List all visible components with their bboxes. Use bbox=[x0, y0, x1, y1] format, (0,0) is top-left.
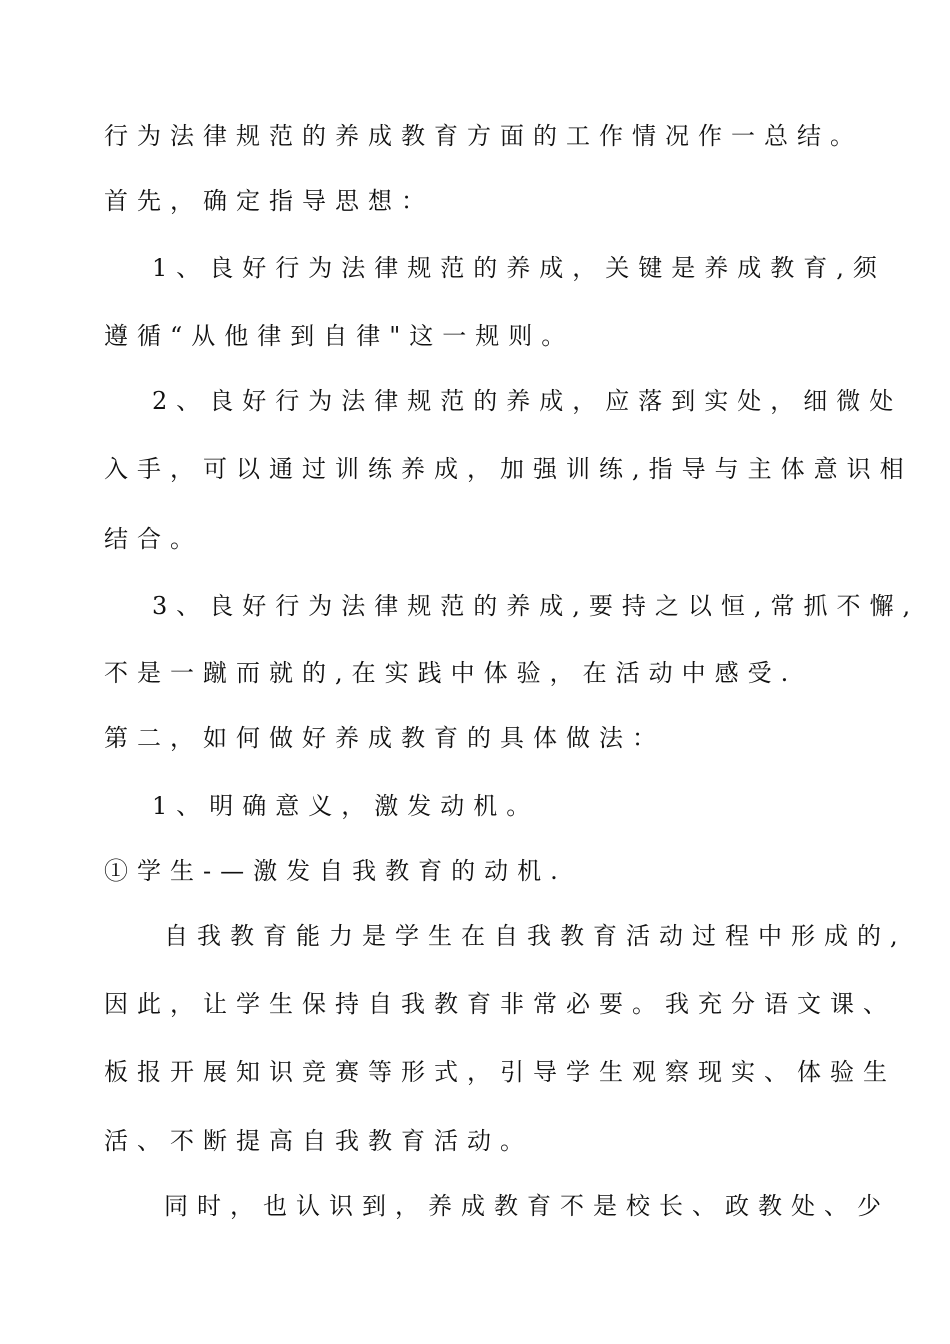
text-line: 首先，确定指导思想： bbox=[104, 187, 434, 215]
text-line: 第二，如何做好养成教育的具体做法： bbox=[104, 724, 665, 752]
text-line: 1、良好行为法律规范的养成，关键是养成教育,须 bbox=[152, 254, 886, 282]
text-line: 自我教育能力是学生在自我教育活动过程中形成的, bbox=[164, 922, 907, 950]
text-line: 遵循“从他律到自律"这一规则。 bbox=[104, 322, 575, 350]
text-line: 活、不断提高自我教育活动。 bbox=[104, 1127, 533, 1155]
text-line: 板报开展知识竞赛等形式，引导学生观察现实、体验生 bbox=[104, 1058, 896, 1086]
text-line: 1、明确意义，激发动机。 bbox=[152, 792, 540, 820]
text-line: 结合。 bbox=[104, 525, 203, 553]
text-line: 不是一蹴而就的,在实践中体验，在活动中感受. bbox=[104, 659, 798, 687]
text-line: 因此，让学生保持自我教育非常必要。我充分语文课、 bbox=[104, 990, 896, 1018]
text-line: 3、良好行为法律规范的养成,要持之以恒,常抓不懈, bbox=[152, 592, 920, 620]
text-line: 入手，可以通过训练养成，加强训练,指导与主体意识相 bbox=[104, 455, 913, 483]
text-line: 行为法律规范的养成教育方面的工作情况作一总结。 bbox=[104, 122, 863, 150]
text-line: 同时，也认识到，养成教育不是校长、政教处、少 bbox=[164, 1192, 890, 1220]
text-line: 2、良好行为法律规范的养成，应落到实处，细微处 bbox=[152, 387, 903, 415]
text-line: ①学生-—激发自我教育的动机. bbox=[104, 857, 567, 885]
